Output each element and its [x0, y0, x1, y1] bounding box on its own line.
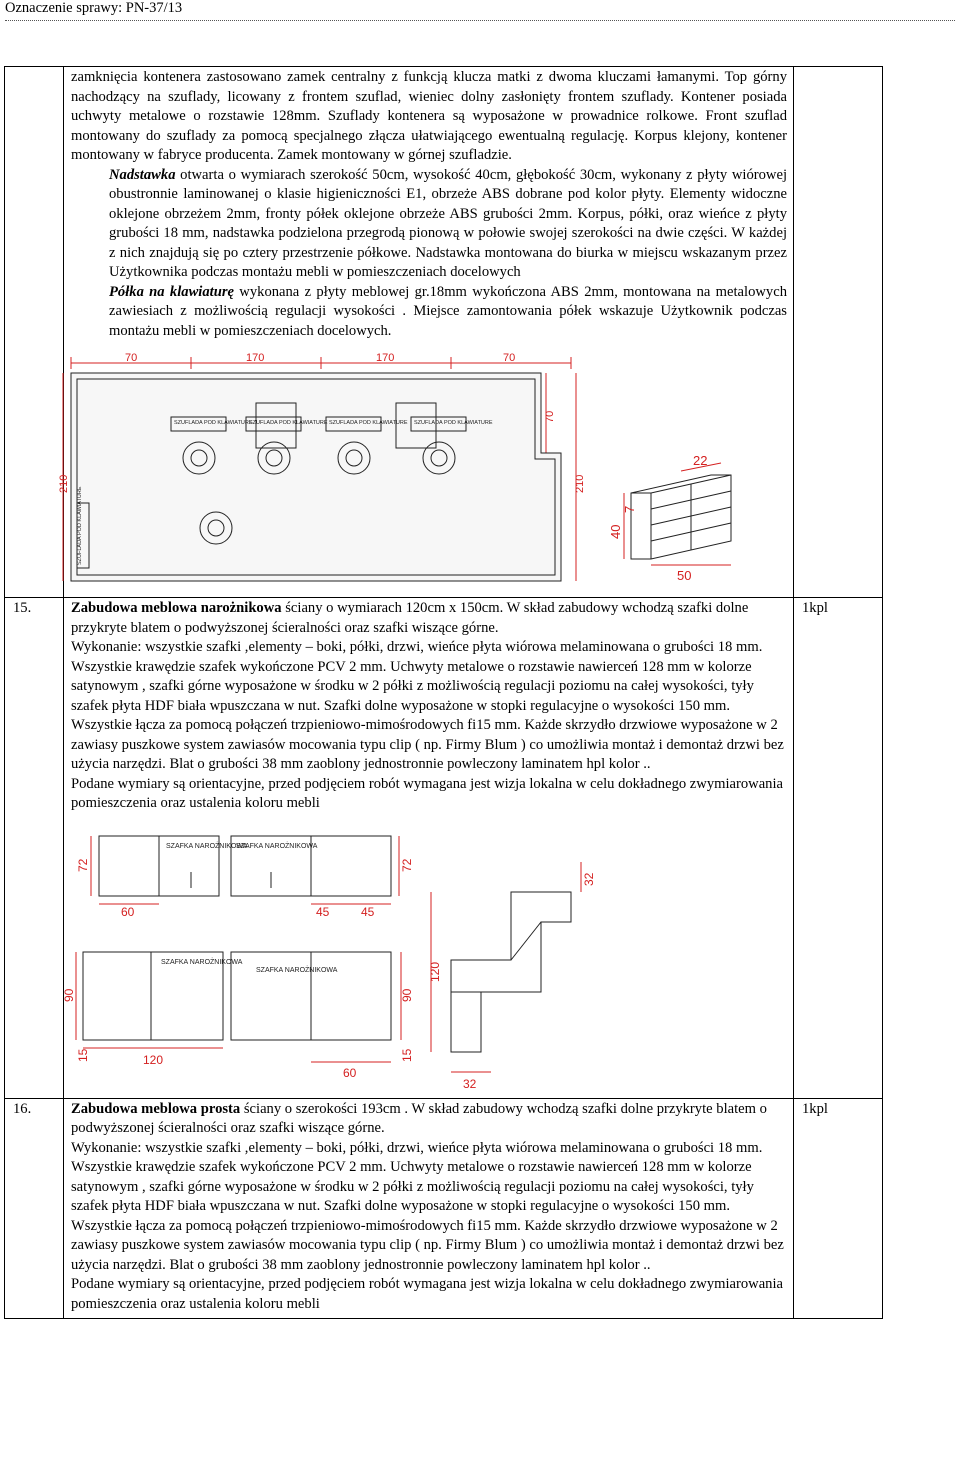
bold-term: Nadstawka: [109, 166, 176, 183]
dim-label: 15: [76, 1048, 90, 1062]
dim-height: 40: [608, 524, 623, 539]
paragraph-text: wykonana z płyty meblowej gr.18mm wykończona ABS 2mm, montowana na metalowych zawiesiach z możliwością regulacji wysokości . Miejsce zamontowania półek wskazuje Użytkownik podczas montażu mebli w pomieszczeniach docelowych.: [109, 283, 787, 339]
dim-top: 70: [125, 352, 138, 364]
dim-top: 170: [246, 352, 265, 364]
dim-base: 7: [622, 505, 637, 513]
quantity: 1kpl: [794, 1098, 883, 1319]
table-row: [5, 1098, 883, 1319]
drawer-label: SZUFLADA POD KLAWIATURE: [414, 420, 493, 426]
cabinet-label: SZAFKA NAROŻNIKOWA: [166, 842, 248, 850]
table-row: [5, 67, 883, 598]
item-title: [71, 599, 787, 638]
dim-right: 210: [574, 474, 586, 493]
dim-label: 32: [463, 1076, 477, 1091]
dim-label: 72: [400, 858, 414, 872]
item-title: [71, 1100, 787, 1139]
item-note: Podane wymiary są orientacyjne, przed podjęciem robót wymagana jest wizja lokalna w celu dokładnego zwymiarowania pomieszczenia oraz ustalenia koloru mebli: [71, 1276, 784, 1312]
dim-label: 60: [121, 904, 135, 919]
drawer-label: SZUFLADA POD KLAWIATURE: [174, 420, 253, 426]
dim-label: 45: [361, 904, 375, 919]
item-title-rest: ściany o wymiarach 120cm x 150cm. W skład zabudowy wchodzą szafki dolne przykryte blatem o podwyższonej ścieralności oraz szafki wiszące górne.: [71, 600, 749, 636]
quantity: 1kpl: [794, 598, 883, 1099]
dim-width: 50: [677, 568, 692, 583]
item-title-bold: Zabudowa meblowa narożnikowa: [71, 600, 282, 616]
quantity-cell: [794, 67, 883, 598]
table-row: [5, 598, 883, 1099]
description-cell: [64, 1098, 794, 1319]
corner-cabinet-drawing: [62, 832, 671, 1094]
drawer-label: SZUFLADA POD KLAWIATURE: [329, 420, 408, 426]
row-number: 16.: [5, 1098, 64, 1319]
dim-label: 32: [582, 872, 596, 886]
document-header: Oznaczenie sprawy: PN-37/13: [5, 0, 183, 16]
item-title-bold: Zabudowa meblowa prosta: [71, 1100, 241, 1117]
header-rule: [5, 20, 955, 21]
dim-top: 70: [503, 352, 516, 364]
paragraph: zamknięcia kontenera zastosowano zamek centralny z funkcją klucza matki z dwoma kluczami łamanymi. Top górny nachodzący na szuflady, licowany z frontem szuflad, wieniec dolny zasłonięty frontem szuflady. Kontener posiada uchwyty metalowe o rozstawie 128mm. Szuflady kontenera są wyposażone w prowadnice rolkowe. Front szuflad montowany do szuflady za pomocą specjalnego złącza ułatwiającego ewentualną regulację. Korpus klejony, kontener montowany w fabryce producenta. Zamek montowany w górnej szufladzie.: [71, 69, 787, 163]
desk-layout-drawing: [58, 352, 771, 593]
dim-left: 210: [58, 474, 70, 493]
cabinet-label: SZAFKA NAROŻNIKOWA: [161, 958, 243, 966]
bold-term: Półka na klawiaturę: [109, 283, 234, 300]
dim-label: 90: [62, 988, 76, 1002]
item-body: Wykonanie: wszystkie szafki ,elementy – boki, półki, drzwi, wieńce płyta wiórowa melaminowana o grubości 18 mm. Wszystkie krawędzie szafek wykończone PCV 2 mm. Uchwyty metalowe o rozstawie nawierceń 128 mm w kolorze satynowym , szafki górne wyposażone w środku w 2 półki z możliwością regulacji poziomu na całej wysokości, tyły szafek płyta HDF biała wpuszczana w nut. Szafki dolne wyposażone w stopki regulacyjne o wysokości 150 mm. Wszystkie łącza za pomocą połączeń trzpieniowo-mimośrodowych fi15 mm. Każde skrzydło drzwiowe wyposażone w 2 zawiasy puszkowe system zawiasów mocowania typu clip ( np. Firmy Blum ) co umożliwia montaż i demontaż drzwi bez użycia narzędzi. Blat o grubości 38 mm zaoblony jednostronnie powleczony laminatem hpl kolor ..: [71, 1139, 784, 1273]
description-cell: [64, 598, 794, 1099]
item-note: Podane wymiary są orientacyjne, przed podjęciem robót wymagana jest wizja lokalna w celu dokładnego zwymiarowania pomieszczenia oraz ustalenia koloru mebli: [71, 775, 784, 811]
dim-label: 45: [316, 904, 330, 919]
dim-label: 120: [428, 961, 442, 982]
description-cell: [58, 67, 794, 598]
dim-label: 60: [343, 1065, 357, 1080]
specification-table: [4, 66, 883, 1319]
dim-top: 170: [376, 352, 395, 364]
paragraph: [71, 166, 787, 283]
item-body: Wykonanie: wszystkie szafki ,elementy – boki, półki, drzwi, wieńce płyta wiórowa melaminowana o grubości 18 mm. Wszystkie krawędzie szafek wykończone PCV 2 mm. Uchwyty metalowe o rozstawie nawierceń 128 mm w kolorze satynowym , szafki górne wyposażone w środku w 2 półki z możliwością regulacji poziomu na całej wysokości, tyły szafek płyta HDF biała wpuszczana w nut. Szafki dolne wyposażone w stopki regulacyjne o wysokości 150 mm. Wszystkie łącza za pomocą połączeń trzpieniowo-mimośrodowych fi15 mm. Każde skrzydło drzwiowe wyposażone w 2 zawiasy puszkowe system zawiasów mocowania typu clip ( np. Firmy Blum ) co umożliwia montaż i demontaż drzwi bez użycia narzędzi. Blat o grubości 38 mm zaoblony jednostronnie powleczony laminatem hpl kolor ..: [71, 639, 784, 772]
paragraph: [71, 283, 787, 342]
cabinet-label: SZAFKA NAROŻNIKOWA: [236, 842, 318, 850]
drawer-label: SZUFLADA POD KLAWIATURE: [249, 420, 328, 426]
dim-notch: 70: [544, 410, 556, 423]
dim-label: 72: [76, 858, 90, 872]
cabinet-label: SZAFKA NAROŻNIKOWA: [256, 966, 338, 974]
side-drawer-label: SZUFLADA POD KLAWIATURE: [77, 486, 83, 565]
row-number: 15.: [5, 598, 64, 1099]
item-title-rest: ściany o szerokości 193cm . W skład zabudowy wchodzą szafki dolne przykryte blatem o podwyższonej ścieralności oraz szafki wiszące górne.: [71, 1100, 767, 1136]
dim-label: 90: [400, 988, 414, 1002]
shelf-unit-drawing: [631, 475, 731, 559]
dim-label: 15: [400, 1048, 414, 1062]
dim-depth: 22: [693, 453, 708, 468]
paragraph-text: otwarta o wymiarach szerokość 50cm, wysokość 40cm, głębokość 30cm, wykonany z płyty wiórowej obustronnie laminowanej o klasie higieniczności E1, obrzeże ABS dobrane pod kolor płyty. Elementy widoczne oklejone obrzeżem 2mm, fronty półek oklejone obrzeże ABS grubości 2mm. Korpus, półki, oraz wieńce z płyty grubości 18 mm, nadstawka podzielona przegrodą pionową w połowie swojej szerokości na dwie części. W każdej z nich znajdują się po cztery przestrzenie półkowe. Nadstawka montowana do biurka w miejscu wskazanym przez Użytkownika podczas montażu mebli w pomieszczeniach docelowych: [109, 166, 787, 280]
row-number-cell: [5, 67, 64, 598]
dim-label: 120: [143, 1052, 164, 1067]
